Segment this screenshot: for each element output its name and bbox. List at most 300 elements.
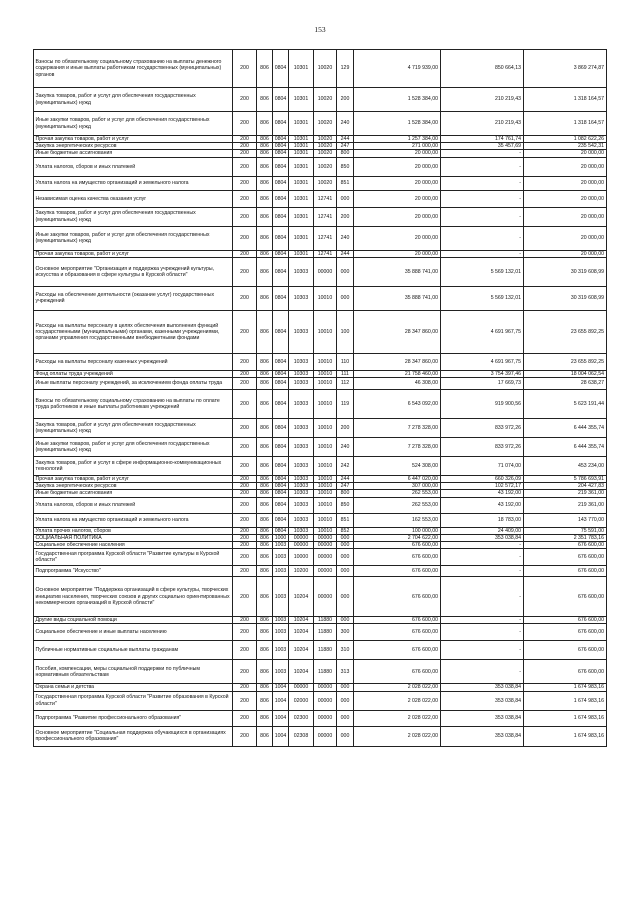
approved-amount-cell: 676 600,00 xyxy=(354,566,441,577)
code-cell: 240 xyxy=(337,438,354,457)
code-cell: 247 xyxy=(337,483,354,490)
code-cell: 10303 xyxy=(289,438,314,457)
code-cell: 10204 xyxy=(289,617,314,624)
code-cell: 0804 xyxy=(273,513,289,527)
item-name-cell: Прочая закупка товаров, работ и услуг xyxy=(34,476,233,483)
table-row xyxy=(34,136,607,143)
code-cell: 10303 xyxy=(289,419,314,438)
executed-amount-cell: - xyxy=(441,542,524,549)
remaining-amount-cell: 1 674 983,16 xyxy=(524,691,607,710)
code-cell: 10204 xyxy=(289,624,314,641)
code-cell: 240 xyxy=(337,226,354,250)
item-name-cell: Основное мероприятие "Поддержка организаций в сфере культуры, творческих инициатив населения, творческих союзов и других социально ориентированных некоммерческих организаций в Курской области" xyxy=(34,577,233,617)
code-cell: 0804 xyxy=(273,457,289,476)
code-cell: 11880 xyxy=(314,641,337,660)
code-cell: 10301 xyxy=(289,136,314,143)
approved-amount-cell: 676 600,00 xyxy=(354,660,441,684)
code-cell: 0804 xyxy=(273,207,289,226)
item-name-cell: Расходы на обеспечение деятельности (оказание услуг) государственных учреждений xyxy=(34,286,233,310)
executed-amount-cell: 4 691 967,75 xyxy=(441,310,524,353)
approved-amount-cell: 20 000,00 xyxy=(354,150,441,157)
code-cell: 10301 xyxy=(289,112,314,136)
remaining-amount-cell: 6 444 355,74 xyxy=(524,419,607,438)
executed-amount-cell: 353 038,84 xyxy=(441,684,524,691)
approved-amount-cell: 2 704 622,00 xyxy=(354,534,441,541)
remaining-amount-cell: 676 600,00 xyxy=(524,641,607,660)
code-cell: 806 xyxy=(257,150,273,157)
code-cell: 112 xyxy=(337,378,354,390)
code-cell: 10020 xyxy=(314,88,337,112)
item-name-cell: Закупка товаров, работ и услуг для обеспечения государственных (муниципальных) нужд xyxy=(34,419,233,438)
code-cell: 200 xyxy=(233,286,257,310)
code-cell: 200 xyxy=(233,710,257,726)
table-row xyxy=(34,378,607,390)
table-row xyxy=(34,457,607,476)
code-cell: 200 xyxy=(233,476,257,483)
executed-amount-cell: - xyxy=(441,566,524,577)
executed-amount-cell: - xyxy=(441,157,524,176)
item-name-cell: Иные бюджетные ассигнования xyxy=(34,490,233,497)
code-cell: 200 xyxy=(233,542,257,549)
code-cell: 850 xyxy=(337,157,354,176)
table-row xyxy=(34,549,607,566)
executed-amount-cell: 18 783,00 xyxy=(441,513,524,527)
code-cell: 806 xyxy=(257,476,273,483)
item-name-cell: Иные выплаты персоналу учреждений, за исключением фонда оплаты труда xyxy=(34,378,233,390)
code-cell: 244 xyxy=(337,476,354,483)
code-cell: 806 xyxy=(257,370,273,377)
executed-amount-cell: 353 038,84 xyxy=(441,710,524,726)
code-cell: 806 xyxy=(257,50,273,88)
item-name-cell: Основное мероприятие "Социальная поддержка обучающихся в организациях профессионального образования" xyxy=(34,726,233,746)
table-row xyxy=(34,577,607,617)
approved-amount-cell: 1 257 384,00 xyxy=(354,136,441,143)
executed-amount-cell: - xyxy=(441,150,524,157)
code-cell: 200 xyxy=(233,497,257,513)
code-cell: 00000 xyxy=(314,257,337,286)
code-cell: 200 xyxy=(337,419,354,438)
remaining-amount-cell: 219 361,00 xyxy=(524,490,607,497)
code-cell: 00000 xyxy=(314,710,337,726)
code-cell: 10010 xyxy=(314,286,337,310)
table-row xyxy=(34,190,607,207)
table-row xyxy=(34,286,607,310)
code-cell: 000 xyxy=(337,190,354,207)
code-cell: 244 xyxy=(337,250,354,257)
code-cell: 806 xyxy=(257,88,273,112)
remaining-amount-cell: 1 674 983,16 xyxy=(524,710,607,726)
table-row xyxy=(34,710,607,726)
code-cell: 0804 xyxy=(273,143,289,150)
item-name-cell: Государственная программа Курской области "Развитие культуры в Курской области" xyxy=(34,549,233,566)
table-row xyxy=(34,566,607,577)
code-cell: 0804 xyxy=(273,176,289,190)
code-cell: 0804 xyxy=(273,390,289,419)
code-cell: 0804 xyxy=(273,497,289,513)
code-cell: 110 xyxy=(337,353,354,370)
remaining-amount-cell: 20 000,00 xyxy=(524,190,607,207)
code-cell: 0804 xyxy=(273,438,289,457)
code-cell: 000 xyxy=(337,566,354,577)
code-cell: 10303 xyxy=(289,286,314,310)
table-row xyxy=(34,483,607,490)
code-cell: 850 xyxy=(337,497,354,513)
item-name-cell: Прочая закупка товаров, работ и услуг xyxy=(34,136,233,143)
approved-amount-cell: 676 600,00 xyxy=(354,577,441,617)
code-cell: 200 xyxy=(233,50,257,88)
item-name-cell: Иные закупки товаров, работ и услуг для обеспечения государственных (муниципальных) нужд xyxy=(34,112,233,136)
table-row xyxy=(34,112,607,136)
table-row xyxy=(34,660,607,684)
approved-amount-cell: 20 000,00 xyxy=(354,157,441,176)
code-cell: 10020 xyxy=(314,143,337,150)
code-cell: 119 xyxy=(337,390,354,419)
executed-amount-cell: 850 664,13 xyxy=(441,50,524,88)
code-cell: 200 xyxy=(233,390,257,419)
approved-amount-cell: 2 028 022,00 xyxy=(354,726,441,746)
approved-amount-cell: 7 278 328,00 xyxy=(354,419,441,438)
remaining-amount-cell: 143 770,00 xyxy=(524,513,607,527)
remaining-amount-cell: 23 655 892,25 xyxy=(524,353,607,370)
code-cell: 200 xyxy=(337,207,354,226)
code-cell: 200 xyxy=(233,490,257,497)
remaining-amount-cell: 676 600,00 xyxy=(524,617,607,624)
table-row xyxy=(34,257,607,286)
item-name-cell: Пособия, компенсации, меры социальной поддержки по публичным нормативным обязательствам xyxy=(34,660,233,684)
approved-amount-cell: 1 528 384,00 xyxy=(354,88,441,112)
code-cell: 806 xyxy=(257,438,273,457)
approved-amount-cell: 21 758 460,00 xyxy=(354,370,441,377)
approved-amount-cell: 35 888 741,00 xyxy=(354,257,441,286)
table-row xyxy=(34,641,607,660)
code-cell: 310 xyxy=(337,641,354,660)
code-cell: 00000 xyxy=(289,534,314,541)
remaining-amount-cell: 20 000,00 xyxy=(524,150,607,157)
code-cell: 200 xyxy=(233,641,257,660)
executed-amount-cell: - xyxy=(441,250,524,257)
table-row xyxy=(34,617,607,624)
code-cell: 200 xyxy=(233,684,257,691)
executed-amount-cell: 833 972,26 xyxy=(441,419,524,438)
code-cell: 200 xyxy=(233,617,257,624)
code-cell: 00000 xyxy=(314,566,337,577)
executed-amount-cell: - xyxy=(441,226,524,250)
code-cell: 10000 xyxy=(289,549,314,566)
code-cell: 0804 xyxy=(273,257,289,286)
approved-amount-cell: 307 000,00 xyxy=(354,483,441,490)
item-name-cell: Охрана семьи и детства xyxy=(34,684,233,691)
remaining-amount-cell: 1 318 164,57 xyxy=(524,88,607,112)
code-cell: 806 xyxy=(257,617,273,624)
approved-amount-cell: 35 888 741,00 xyxy=(354,286,441,310)
code-cell: 00000 xyxy=(314,577,337,617)
code-cell: 000 xyxy=(337,691,354,710)
code-cell: 00000 xyxy=(314,684,337,691)
code-cell: 0804 xyxy=(273,190,289,207)
remaining-amount-cell: 1 082 622,26 xyxy=(524,136,607,143)
code-cell: 806 xyxy=(257,513,273,527)
item-name-cell: Закупка товаров, работ и услуг для обеспечения государственных (муниципальных) нужд xyxy=(34,207,233,226)
item-name-cell: Прочая закупка товаров, работ и услуг xyxy=(34,250,233,257)
code-cell: 10010 xyxy=(314,370,337,377)
remaining-amount-cell: 30 319 608,99 xyxy=(524,257,607,286)
code-cell: 000 xyxy=(337,549,354,566)
executed-amount-cell: 5 569 132,01 xyxy=(441,257,524,286)
code-cell: 806 xyxy=(257,527,273,534)
executed-amount-cell: 3 754 397,46 xyxy=(441,370,524,377)
remaining-amount-cell: 28 638,27 xyxy=(524,378,607,390)
table-row xyxy=(34,143,607,150)
code-cell: 11880 xyxy=(314,617,337,624)
remaining-amount-cell: 2 351 783,16 xyxy=(524,534,607,541)
code-cell: 10010 xyxy=(314,476,337,483)
remaining-amount-cell: 6 444 355,74 xyxy=(524,438,607,457)
code-cell: 10301 xyxy=(289,50,314,88)
code-cell: 200 xyxy=(233,457,257,476)
code-cell: 242 xyxy=(337,457,354,476)
approved-amount-cell: 20 000,00 xyxy=(354,226,441,250)
table-row xyxy=(34,50,607,88)
code-cell: 02308 xyxy=(289,726,314,746)
code-cell: 806 xyxy=(257,378,273,390)
executed-amount-cell: 24 409,00 xyxy=(441,527,524,534)
remaining-amount-cell: 20 000,00 xyxy=(524,176,607,190)
executed-amount-cell: 660 326,09 xyxy=(441,476,524,483)
code-cell: 200 xyxy=(233,150,257,157)
code-cell: 200 xyxy=(233,353,257,370)
code-cell: 200 xyxy=(233,566,257,577)
approved-amount-cell: 28 347 860,00 xyxy=(354,310,441,353)
table-row xyxy=(34,157,607,176)
code-cell: 000 xyxy=(337,726,354,746)
code-cell: 10010 xyxy=(314,490,337,497)
code-cell: 1003 xyxy=(273,577,289,617)
remaining-amount-cell: 453 234,00 xyxy=(524,457,607,476)
code-cell: 806 xyxy=(257,726,273,746)
code-cell: 200 xyxy=(233,136,257,143)
code-cell: 10303 xyxy=(289,483,314,490)
remaining-amount-cell: 20 000,00 xyxy=(524,157,607,176)
code-cell: 10303 xyxy=(289,378,314,390)
code-cell: 0804 xyxy=(273,226,289,250)
code-cell: 0804 xyxy=(273,378,289,390)
code-cell: 806 xyxy=(257,566,273,577)
item-name-cell: Государственная программа Курской области "Развитие образования в Курской области" xyxy=(34,691,233,710)
approved-amount-cell: 676 600,00 xyxy=(354,617,441,624)
code-cell: 10204 xyxy=(289,660,314,684)
code-cell: 806 xyxy=(257,207,273,226)
item-name-cell: Фонд оплаты труда учреждений xyxy=(34,370,233,377)
table-row xyxy=(34,419,607,438)
code-cell: 0804 xyxy=(273,112,289,136)
code-cell: 200 xyxy=(233,660,257,684)
approved-amount-cell: 524 308,00 xyxy=(354,457,441,476)
item-name-cell: Закупка энергетических ресурсов xyxy=(34,143,233,150)
code-cell: 11880 xyxy=(314,624,337,641)
executed-amount-cell: - xyxy=(441,624,524,641)
code-cell: 1003 xyxy=(273,549,289,566)
code-cell: 806 xyxy=(257,143,273,150)
code-cell: 00000 xyxy=(314,691,337,710)
executed-amount-cell: 353 038,84 xyxy=(441,691,524,710)
code-cell: 10010 xyxy=(314,513,337,527)
approved-amount-cell: 28 347 860,00 xyxy=(354,353,441,370)
table-row xyxy=(34,497,607,513)
code-cell: 200 xyxy=(233,624,257,641)
code-cell: 806 xyxy=(257,353,273,370)
code-cell: 806 xyxy=(257,390,273,419)
executed-amount-cell: - xyxy=(441,577,524,617)
item-name-cell: Основное мероприятие "Организация и поддержка учреждений культуры, искусства и образования в сфере культуры в Курской области" xyxy=(34,257,233,286)
code-cell: 12741 xyxy=(314,207,337,226)
budget-execution-table xyxy=(33,49,607,747)
table-row xyxy=(34,513,607,527)
code-cell: 806 xyxy=(257,157,273,176)
code-cell: 10010 xyxy=(314,457,337,476)
remaining-amount-cell: 676 600,00 xyxy=(524,577,607,617)
code-cell: 12741 xyxy=(314,226,337,250)
approved-amount-cell: 2 028 022,00 xyxy=(354,710,441,726)
code-cell: 12741 xyxy=(314,250,337,257)
item-name-cell: Взносы по обязательному социальному страхованию на выплаты денежного содержания и иные выплаты работникам государственных (муниципальных) органов xyxy=(34,50,233,88)
code-cell: 0804 xyxy=(273,476,289,483)
executed-amount-cell: 102 572,17 xyxy=(441,483,524,490)
executed-amount-cell: 353 038,84 xyxy=(441,726,524,746)
executed-amount-cell: 71 074,00 xyxy=(441,457,524,476)
remaining-amount-cell: 676 600,00 xyxy=(524,624,607,641)
item-name-cell: Уплата налогов, сборов и иных платежей xyxy=(34,497,233,513)
table-row xyxy=(34,176,607,190)
code-cell: 10010 xyxy=(314,527,337,534)
item-name-cell: Подпрограмма "Искусство" xyxy=(34,566,233,577)
code-cell: 0804 xyxy=(273,483,289,490)
executed-amount-cell: 919 900,56 xyxy=(441,390,524,419)
code-cell: 10020 xyxy=(314,50,337,88)
code-cell: 806 xyxy=(257,136,273,143)
code-cell: 0804 xyxy=(273,370,289,377)
code-cell: 200 xyxy=(233,143,257,150)
code-cell: 10010 xyxy=(314,378,337,390)
item-name-cell: Уплата прочих налогов, сборов xyxy=(34,527,233,534)
code-cell: 0804 xyxy=(273,353,289,370)
code-cell: 0804 xyxy=(273,250,289,257)
code-cell: 1004 xyxy=(273,710,289,726)
code-cell: 0804 xyxy=(273,490,289,497)
code-cell: 10301 xyxy=(289,157,314,176)
executed-amount-cell: 17 669,73 xyxy=(441,378,524,390)
code-cell: 200 xyxy=(233,190,257,207)
remaining-amount-cell: 18 004 062,54 xyxy=(524,370,607,377)
code-cell: 247 xyxy=(337,143,354,150)
code-cell: 10204 xyxy=(289,577,314,617)
executed-amount-cell: - xyxy=(441,549,524,566)
item-name-cell: Подпрограмма "Развитие профессионального образования" xyxy=(34,710,233,726)
item-name-cell: Публичные нормативные социальные выплаты гражданам xyxy=(34,641,233,660)
code-cell: 1003 xyxy=(273,542,289,549)
code-cell: 851 xyxy=(337,176,354,190)
approved-amount-cell: 4 719 939,00 xyxy=(354,50,441,88)
code-cell: 806 xyxy=(257,660,273,684)
code-cell: 240 xyxy=(337,112,354,136)
code-cell: 244 xyxy=(337,136,354,143)
item-name-cell: СОЦИАЛЬНАЯ ПОЛИТИКА xyxy=(34,534,233,541)
table-row xyxy=(34,534,607,541)
code-cell: 1003 xyxy=(273,617,289,624)
code-cell: 806 xyxy=(257,684,273,691)
code-cell: 10200 xyxy=(289,566,314,577)
code-cell: 10020 xyxy=(314,136,337,143)
code-cell: 806 xyxy=(257,419,273,438)
code-cell: 10303 xyxy=(289,457,314,476)
approved-amount-cell: 6 447 020,00 xyxy=(354,476,441,483)
code-cell: 806 xyxy=(257,250,273,257)
code-cell: 200 xyxy=(233,207,257,226)
code-cell: 806 xyxy=(257,710,273,726)
code-cell: 02300 xyxy=(289,710,314,726)
code-cell: 00000 xyxy=(314,542,337,549)
remaining-amount-cell: 5 623 191,44 xyxy=(524,390,607,419)
approved-amount-cell: 20 000,00 xyxy=(354,190,441,207)
code-cell: 806 xyxy=(257,112,273,136)
code-cell: 806 xyxy=(257,190,273,207)
item-name-cell: Расходы на выплаты персоналу казенных учреждений xyxy=(34,353,233,370)
table-row xyxy=(34,691,607,710)
item-name-cell: Расходы на выплаты персоналу в целях обеспечения выполнения функций государственными (муниципальными) органами, казенными учреждениями, органами управления государственными внебюджетными фондами xyxy=(34,310,233,353)
code-cell: 200 xyxy=(233,577,257,617)
approved-amount-cell: 162 553,00 xyxy=(354,513,441,527)
table-row xyxy=(34,476,607,483)
table-row xyxy=(34,490,607,497)
table-row xyxy=(34,226,607,250)
code-cell: 000 xyxy=(337,257,354,286)
code-cell: 200 xyxy=(233,419,257,438)
executed-amount-cell: 353 038,84 xyxy=(441,534,524,541)
code-cell: 10010 xyxy=(314,483,337,490)
code-cell: 0804 xyxy=(273,136,289,143)
table-row xyxy=(34,353,607,370)
code-cell: 200 xyxy=(233,226,257,250)
remaining-amount-cell: 235 542,31 xyxy=(524,143,607,150)
code-cell: 1004 xyxy=(273,684,289,691)
remaining-amount-cell: 3 869 274,87 xyxy=(524,50,607,88)
item-name-cell: Закупка товаров, работ и услуг в сфере информационно-коммуникационных технологий xyxy=(34,457,233,476)
approved-amount-cell: 1 528 384,00 xyxy=(354,112,441,136)
code-cell: 806 xyxy=(257,534,273,541)
approved-amount-cell: 20 000,00 xyxy=(354,207,441,226)
executed-amount-cell: - xyxy=(441,190,524,207)
approved-amount-cell: 20 000,00 xyxy=(354,176,441,190)
table-row xyxy=(34,88,607,112)
executed-amount-cell: 5 569 132,01 xyxy=(441,286,524,310)
remaining-amount-cell: 5 786 693,91 xyxy=(524,476,607,483)
remaining-amount-cell: 1 674 983,16 xyxy=(524,726,607,746)
item-name-cell: Взносы по обязательному социальному страхованию на выплаты по оплате труда работников и иные выплаты работникам учреждений xyxy=(34,390,233,419)
approved-amount-cell: 676 600,00 xyxy=(354,549,441,566)
code-cell: 806 xyxy=(257,641,273,660)
code-cell: 10303 xyxy=(289,310,314,353)
code-cell: 806 xyxy=(257,226,273,250)
item-name-cell: Закупка энергетических ресурсов xyxy=(34,483,233,490)
code-cell: 111 xyxy=(337,370,354,377)
executed-amount-cell: - xyxy=(441,617,524,624)
code-cell: 200 xyxy=(233,549,257,566)
code-cell: 10301 xyxy=(289,250,314,257)
code-cell: 200 xyxy=(233,378,257,390)
code-cell: 129 xyxy=(337,50,354,88)
code-cell: 200 xyxy=(233,257,257,286)
code-cell: 200 xyxy=(233,534,257,541)
code-cell: 00000 xyxy=(314,726,337,746)
